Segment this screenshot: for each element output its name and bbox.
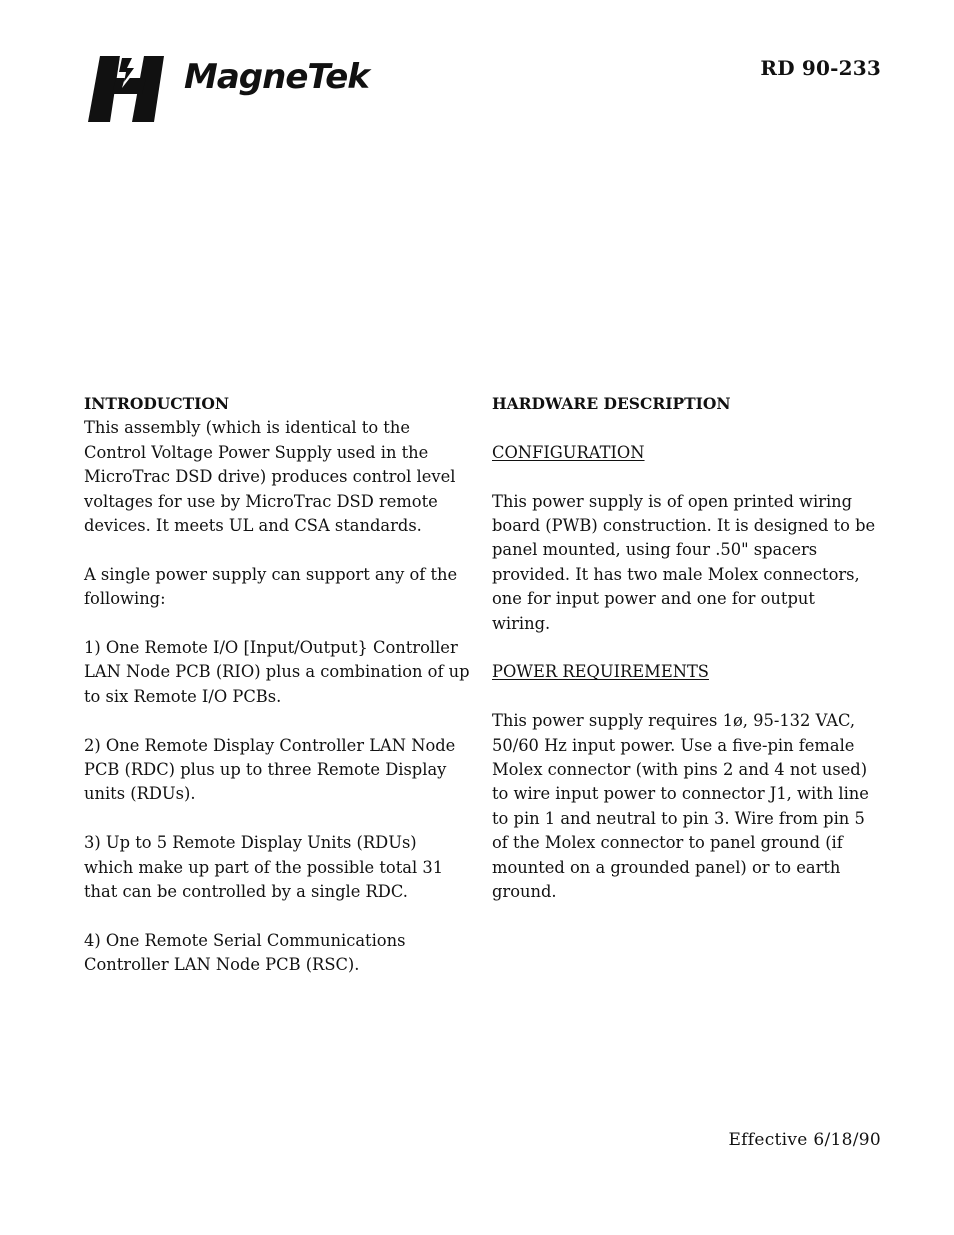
paragraph-line: mounted on a grounded panel) or to earth bbox=[492, 857, 841, 877]
paragraph-line: board (PWB) construction. It is designed to be bbox=[492, 516, 876, 535]
paragraph-line: ground. bbox=[492, 882, 557, 902]
paragraph-line: 3) Up to 5 Remote Display Units (RDUs) bbox=[84, 833, 417, 853]
paragraph-line: 2) One Remote Display Controller LAN Node bbox=[84, 735, 456, 755]
document-number: RD 90-233 bbox=[760, 56, 881, 80]
paragraph-line: 4) One Remote Serial Communications bbox=[84, 930, 406, 950]
paragraph-line: voltages for use by MicroTrac DSD remote bbox=[84, 491, 438, 511]
paragraph-line: This assembly (which is identical to the bbox=[84, 418, 410, 438]
configuration-heading: CONFIGURATION bbox=[492, 442, 645, 462]
paragraph-line: Molex connector (with pins 2 and 4 not used) bbox=[492, 760, 868, 780]
paragraph-line: This power supply is of open printed wiring bbox=[492, 491, 853, 511]
introduction-heading: INTRODUCTION bbox=[84, 394, 230, 413]
magnetek-logo-mark bbox=[86, 54, 376, 126]
paragraph-line: PCB (RDC) plus up to three Remote Display bbox=[84, 760, 447, 780]
right-column bbox=[492, 392, 887, 904]
magnetek-logo bbox=[86, 54, 376, 126]
paragraph-line: to pin 1 and neutral to pin 3. Wire from pin 5 bbox=[492, 808, 865, 828]
paragraph-line: units (RDUs). bbox=[84, 784, 196, 804]
paragraph-line: of the Molex connector to panel ground (if bbox=[492, 833, 843, 853]
paragraph-line: provided. It has two male Molex connectors, bbox=[492, 564, 860, 584]
introduction-paragraph bbox=[84, 416, 476, 538]
svg-text:MagneTek: MagneTek bbox=[184, 57, 369, 97]
list-item-4 bbox=[84, 929, 476, 978]
paragraph-line: which make up part of the possible total 31 bbox=[84, 857, 444, 877]
power-requirements-paragraph bbox=[492, 709, 887, 904]
paragraph-line: Control Voltage Power Supply used in the bbox=[84, 442, 429, 462]
support-paragraph bbox=[84, 563, 476, 612]
list-item-1 bbox=[84, 636, 476, 709]
paragraph-line: to wire input power to connector J1, with line bbox=[492, 784, 869, 804]
paragraph-line: one for input power and one for output bbox=[492, 589, 815, 609]
paragraph-line: 50/60 Hz input power. Use a five-pin female bbox=[492, 735, 855, 755]
left-column bbox=[84, 392, 476, 978]
paragraph-line: devices. It meets UL and CSA standards. bbox=[84, 516, 422, 536]
hardware-description-heading: HARDWARE DESCRIPTION bbox=[492, 394, 731, 413]
power-requirements-heading: POWER REQUIREMENTS bbox=[492, 662, 709, 682]
paragraph-line: MicroTrac DSD drive) produces control level bbox=[84, 467, 456, 487]
paragraph-line: A single power supply can support any of the bbox=[84, 564, 458, 584]
paragraph-line: 1) One Remote I/O [Input/Output} Controller bbox=[84, 638, 458, 658]
paragraph-line: that can be controlled by a single RDC. bbox=[84, 882, 408, 902]
paragraph-line: following: bbox=[84, 589, 166, 609]
list-item-2 bbox=[84, 734, 476, 807]
paragraph-line: panel mounted, using four .50" spacers bbox=[492, 540, 818, 560]
configuration-paragraph bbox=[492, 490, 887, 636]
paragraph-line: wiring. bbox=[492, 613, 551, 633]
paragraph-line: to six Remote I/O PCBs. bbox=[84, 686, 282, 706]
effective-date: Effective 6/18/90 bbox=[728, 1130, 881, 1150]
list-item-3 bbox=[84, 831, 476, 904]
paragraph-line: Controller LAN Node PCB (RSC). bbox=[84, 955, 360, 975]
paragraph-line: LAN Node PCB (RIO) plus a combination of up bbox=[84, 662, 470, 682]
paragraph-line: This power supply requires 1ø, 95-132 VAC, bbox=[492, 711, 856, 731]
